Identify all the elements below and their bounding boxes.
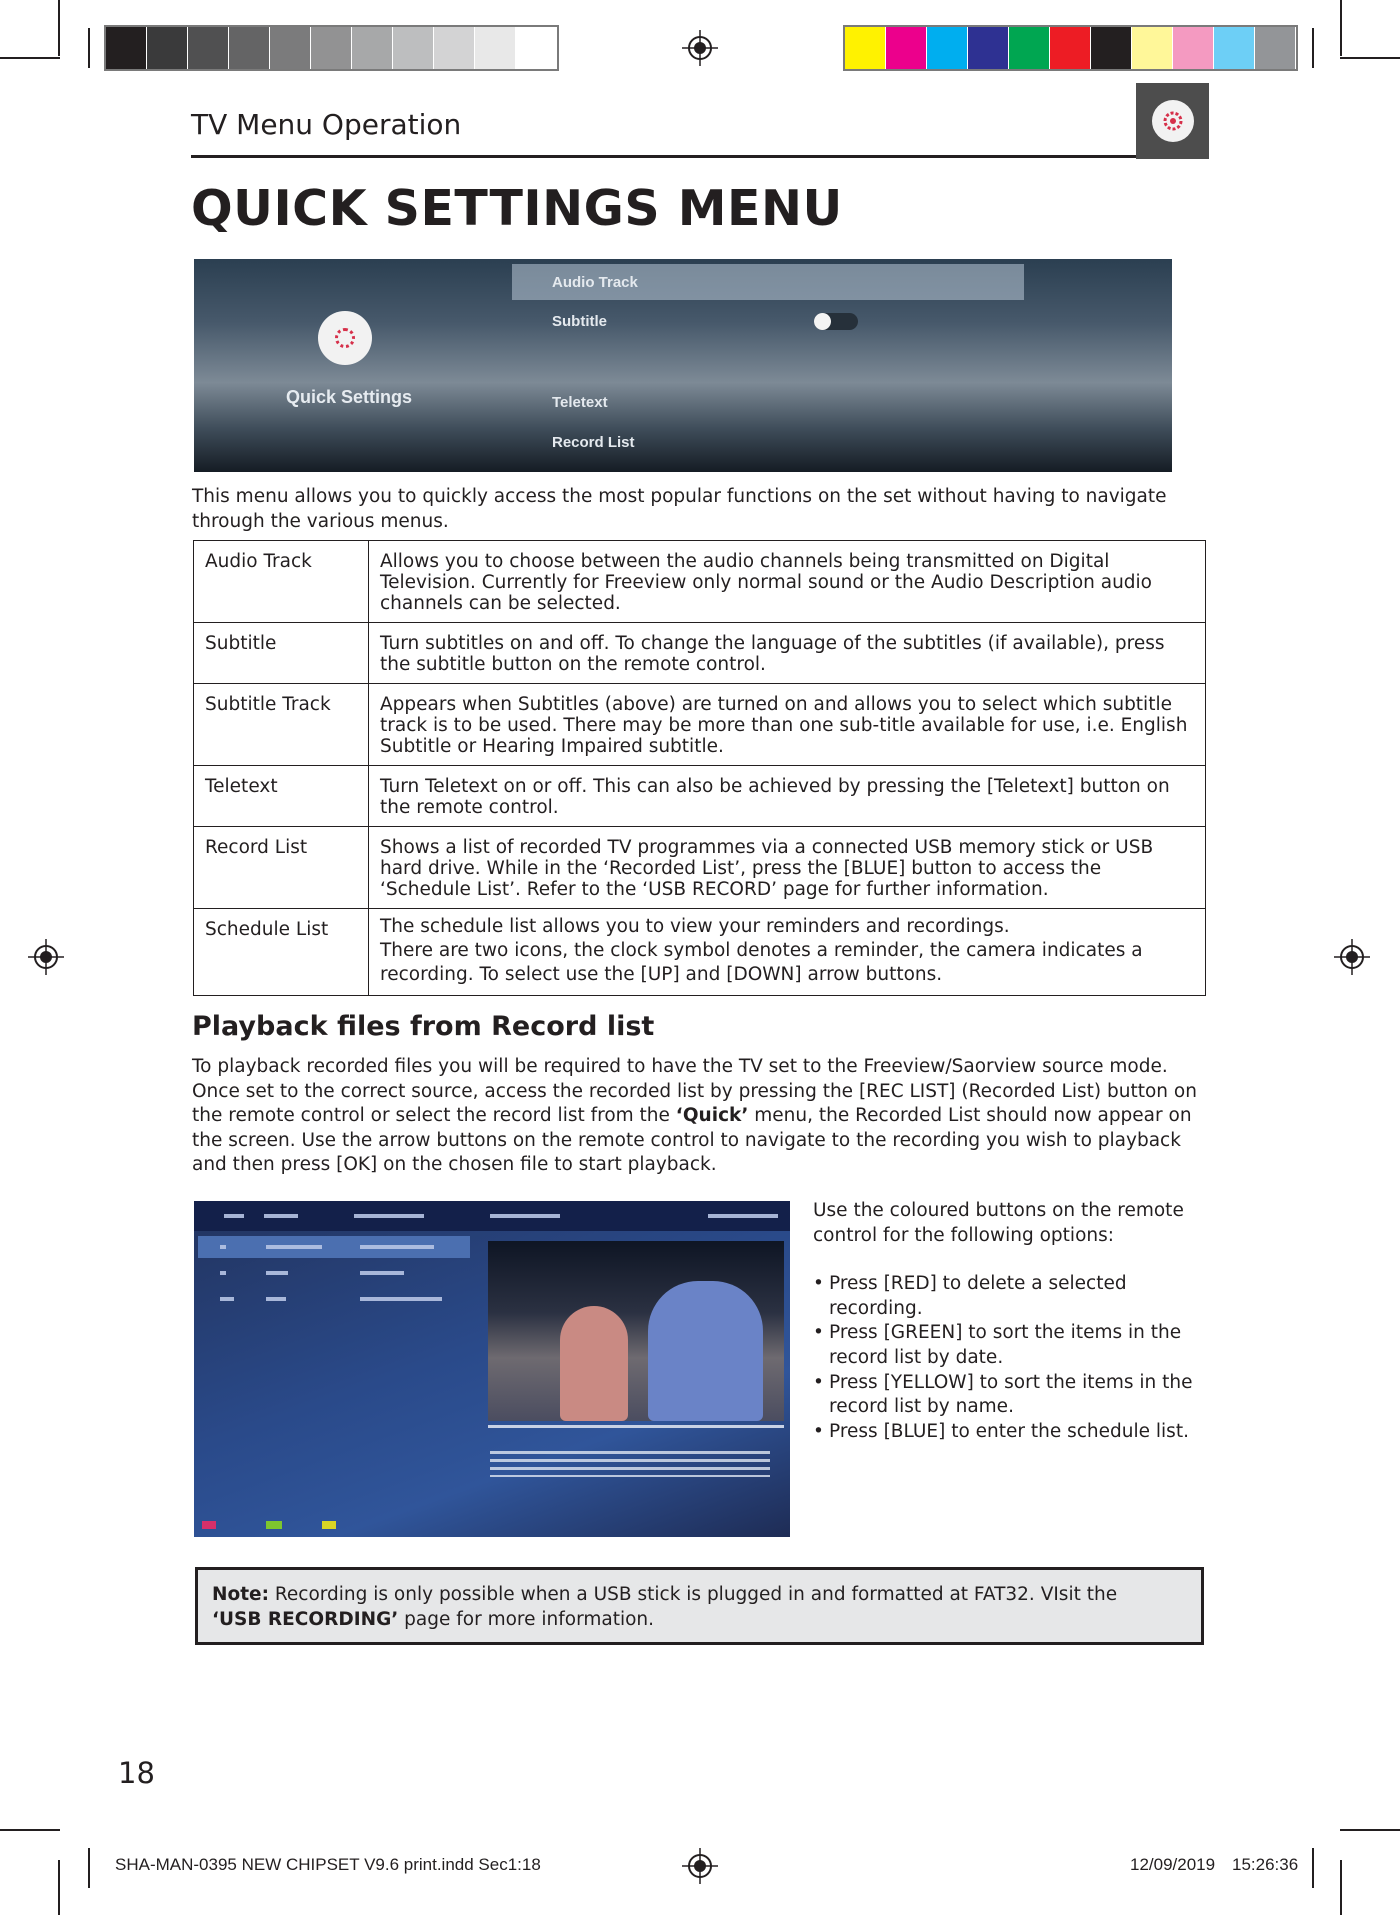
row-text-placeholder [360, 1297, 442, 1301]
crop-mark [1340, 57, 1400, 59]
row-text-placeholder [266, 1297, 286, 1301]
quick-settings-screenshot [194, 259, 1172, 472]
list-item: • Press [BLUE] to enter the schedule list. [813, 1420, 1213, 1445]
header-text-placeholder [708, 1214, 778, 1218]
quick-settings-icon [1150, 98, 1196, 144]
programme-description-placeholder [490, 1451, 770, 1477]
calibration-swatch [147, 27, 188, 69]
header-text-placeholder [490, 1214, 560, 1218]
setting-name: Teletext [194, 766, 369, 827]
calibration-swatch [1132, 27, 1173, 69]
registration-mark-icon [28, 939, 64, 975]
colour-button-legend [202, 1521, 442, 1529]
row-text-placeholder [266, 1245, 322, 1249]
calibration-swatch [1050, 27, 1091, 69]
crop-mark [58, 0, 60, 56]
menu-item-subtitle: Subtitle [552, 313, 607, 330]
setting-name: Record List [194, 827, 369, 909]
crop-mark [1340, 0, 1342, 56]
options-list [813, 1272, 1213, 1444]
page-title: QUICK SETTINGS MENU [191, 180, 843, 237]
setting-description: Turn Teletext on or off. This can also be achieved by pressing the [Teletext] button on the remote control. [369, 766, 1206, 827]
playback-progress-bar [488, 1425, 784, 1428]
page-number: 18 [118, 1756, 155, 1790]
row-text-placeholder [266, 1271, 288, 1275]
calibration-swatch [886, 27, 927, 69]
registration-mark-icon [682, 1848, 718, 1884]
setting-name: Subtitle Track [194, 684, 369, 766]
calibration-swatch [516, 27, 557, 69]
intro-text: This menu allows you to quickly access the most popular functions on the set without having to navigate through the various menus. [192, 486, 1167, 532]
crop-mark [0, 57, 60, 59]
list-item: • Press [YELLOW] to sort the items in the record list by name. [813, 1371, 1213, 1420]
note-label: Note: [212, 1584, 269, 1605]
table-row [194, 827, 1206, 909]
calibration-swatch [311, 27, 352, 69]
list-item: • Press [RED] to delete a selected recording. [813, 1272, 1213, 1321]
grayscale-calibration-bar [104, 25, 559, 71]
calibration-swatch [1091, 27, 1132, 69]
calibration-swatch [229, 27, 270, 69]
playback-text: To playback recorded files you will be required to have the TV set to the Freeview/Saorview source mode. Once set to the correct source, access the recorded list by pressing the [REC LIST] (Recorded List) button on the remote control or select the record list from the [192, 1056, 1197, 1127]
header-icon-box [1136, 83, 1209, 159]
crop-mark [58, 1860, 60, 1915]
table-row [194, 623, 1206, 684]
calibration-swatch [106, 27, 147, 69]
calibration-swatch [968, 27, 1009, 69]
setting-description: Allows you to choose between the audio channels being transmitted on Digital Television. Currently for Freeview only normal sound or the Audio Description audio channels can be selected. [369, 541, 1206, 623]
playback-heading: Playback files from Record list [192, 1011, 655, 1042]
note-text: Recording is only possible when a USB stick is plugged in and formatted at FAT32. VIsit the [268, 1584, 1118, 1605]
calibration-swatch [434, 27, 475, 69]
row-text-placeholder [220, 1297, 234, 1301]
section-header: TV Menu Operation [191, 108, 462, 141]
menu-item-record-list: Record List [552, 434, 635, 451]
playback-paragraph [192, 1055, 1212, 1178]
row-text-placeholder [220, 1245, 226, 1249]
header-rule [191, 155, 1136, 158]
setting-description: Shows a list of recorded TV programmes via a connected USB memory stick or USB hard drive. While in the ‘Recorded List’, press the [BLUE] button to access the ‘Schedule List’. Refer to the ‘USB RECORD’ page for further information. [369, 827, 1206, 909]
table-row [194, 684, 1206, 766]
calibration-swatch [1009, 27, 1050, 69]
registration-mark-icon [1334, 939, 1370, 975]
menu-item-audio-track: Audio Track [552, 274, 638, 291]
quick-menu-ref: ‘Quick’ [675, 1105, 749, 1127]
settings-table [193, 540, 1206, 996]
table-row [194, 766, 1206, 827]
table-row [194, 541, 1206, 623]
playback-text: menu, the Recorded List should now appear on the screen. Use the arrow buttons on the remote control to navigate to the recording you wish to playback and then press [OK] on the chosen file to start playback. [192, 1105, 1192, 1176]
crop-mark [1340, 1829, 1400, 1831]
note-box [195, 1567, 1204, 1645]
header-text-placeholder [354, 1214, 424, 1218]
calibration-swatch [188, 27, 229, 69]
calibration-swatch [393, 27, 434, 69]
setting-description: Turn subtitles on and off. To change the language of the subtitles (if available), press the subtitle button on the remote control. [369, 623, 1206, 684]
description-line: The schedule list allows you to view your reminders and recordings. [380, 916, 1010, 937]
crop-mark [1312, 1848, 1314, 1888]
row-text-placeholder [360, 1245, 434, 1249]
table-row [194, 909, 1206, 996]
row-text-placeholder [220, 1271, 226, 1275]
row-text-placeholder [360, 1271, 404, 1275]
note-reference: ‘USB RECORDING’ [212, 1608, 399, 1630]
calibration-swatch [927, 27, 968, 69]
header-text-placeholder [224, 1214, 244, 1218]
calibration-swatch [1214, 27, 1255, 69]
calibration-swatch [845, 27, 886, 69]
registration-mark-icon [682, 30, 718, 66]
header-text-placeholder [264, 1214, 298, 1218]
calibration-swatch [1255, 27, 1296, 69]
print-footer-date: 12/09/2019 [1130, 1855, 1216, 1874]
list-item: • Press [GREEN] to sort the items in the record list by date. [813, 1321, 1213, 1370]
colour-options [813, 1199, 1213, 1444]
crop-mark [0, 1829, 60, 1831]
subtitle-toggle [814, 313, 858, 330]
setting-name: Subtitle [194, 623, 369, 684]
person-figure [560, 1306, 628, 1421]
color-calibration-bar [843, 25, 1298, 71]
quick-settings-circle-icon [318, 311, 372, 365]
print-footer-time: 15:26:36 [1232, 1855, 1299, 1874]
crop-mark [88, 1848, 90, 1888]
setting-description [369, 909, 1206, 996]
video-preview [488, 1241, 784, 1421]
description-line: There are two icons, the clock symbol denotes a reminder, the camera indicates a recording. To select use the [UP] and [DOWN] arrow buttons. [380, 940, 1143, 985]
calibration-swatch [352, 27, 393, 69]
record-list-screenshot [194, 1201, 790, 1537]
crop-mark [1312, 28, 1314, 68]
note-text: page for more information. [398, 1608, 655, 1630]
calibration-swatch [475, 27, 516, 69]
person-figure [648, 1281, 763, 1421]
crop-mark [88, 28, 90, 68]
menu-item-teletext: Teletext [552, 394, 608, 411]
setting-name: Schedule List [194, 909, 369, 996]
crop-mark [1340, 1860, 1342, 1915]
calibration-swatch [1173, 27, 1214, 69]
quick-settings-label: Quick Settings [286, 387, 413, 407]
calibration-swatch [270, 27, 311, 69]
options-intro: Use the coloured buttons on the remote control for the following options: [813, 1200, 1184, 1246]
print-footer-file: SHA-MAN-0395 NEW CHIPSET V9.6 print.indd Sec1:18 [115, 1855, 541, 1874]
setting-description: Appears when Subtitles (above) are turned on and allows you to select which subtitle track is to be used. There may be more than one sub-title available for use, i.e. English Subtitle or Hearing Impaired subtitle. [369, 684, 1206, 766]
setting-name: Audio Track [194, 541, 369, 623]
